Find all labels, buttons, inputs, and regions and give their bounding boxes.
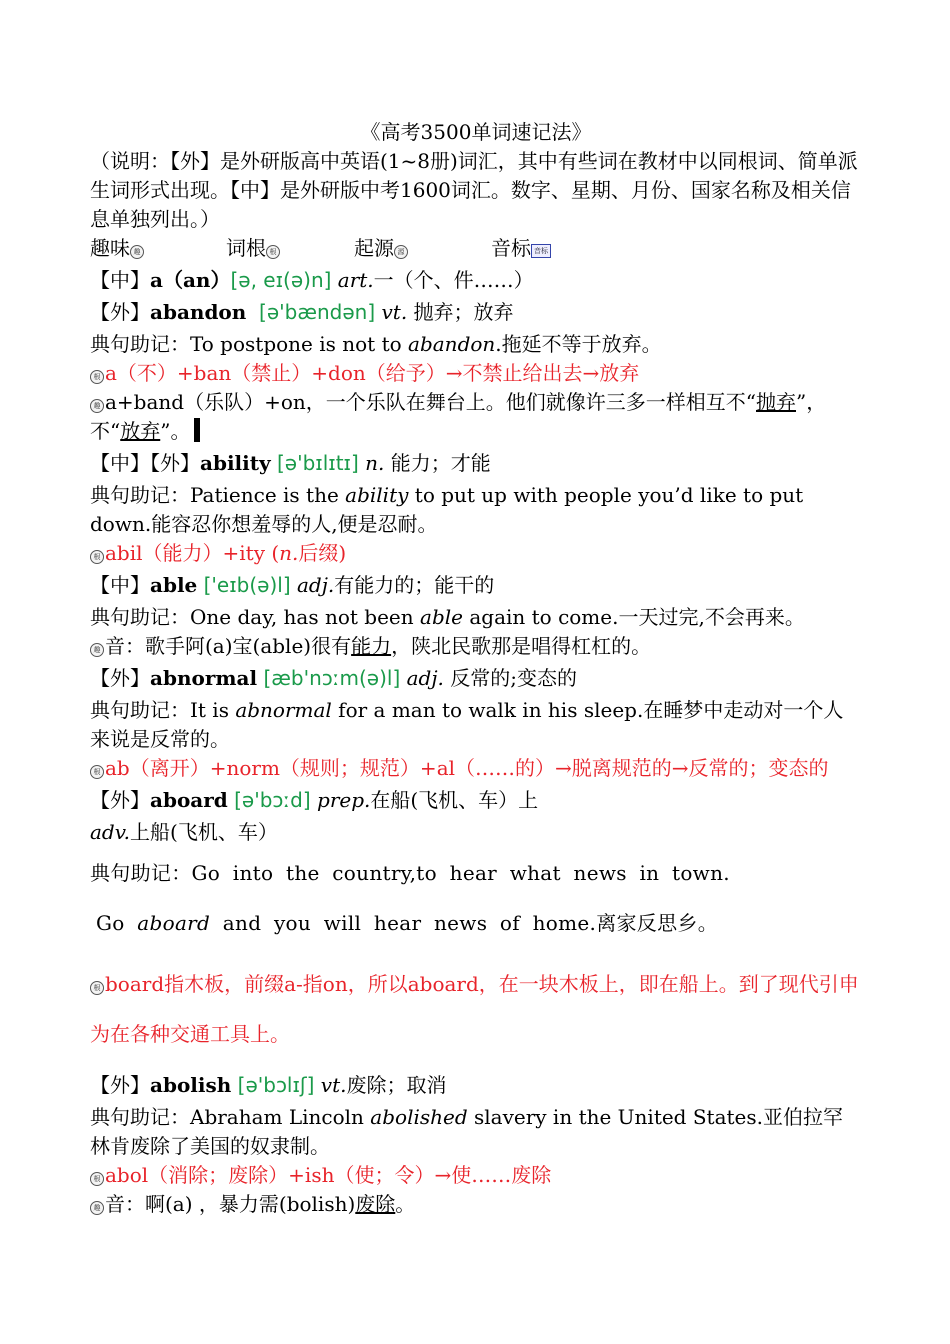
part-of-speech: n. [365,451,385,475]
legend-root: 词根 根 [226,234,354,263]
meaning: 抛弃；放弃 [407,300,514,324]
entry-abandon-example: 典句助记：To postpone is not to abandon.拖延不等于放弃。 [90,332,662,356]
part-of-speech: vt. [381,300,408,324]
phonetic: [ə'bændən] [259,300,376,324]
entry-abandon-fun: 趣 a+band（乐队）+on，一个乐队在舞台上。他们就像许三多一样相互不“抛弃”，不“放弃”。 [90,390,827,443]
icon-legend [90,234,862,263]
entry-abandon-root: 根 a（不）+ban（禁止）+don（给予）→不禁止给出去→放弃 [90,359,862,388]
fun-icon: 趣 [90,1201,104,1215]
headword: abandon [150,300,247,324]
entry-ability-root: 根 abil（能力）+ity (n.后缀) [90,539,862,568]
part-of-speech: prep. [317,788,371,812]
text-cursor [194,418,200,442]
entry-ability-headword: 【中】【外】ability [ə'bɪlɪtɪ] n. 能力；才能 [90,451,491,475]
document-page [90,118,862,1219]
root-icon: 根 [90,1172,104,1186]
entry-aboard-root: 根 board指木板，前缀a-指on，所以aboard，在一块木板上，即在船上。到了现代引申为在各种交通工具上。 [90,972,859,1046]
entry-abnormal-headword: 【外】abnormal [æb'nɔːm(ə)l] adj. 反常的;变态的 [90,666,578,690]
root-icon: 根 [90,550,104,564]
document-title: 《高考3500单词速记法》 [360,120,592,144]
root-icon: 根 [90,370,104,384]
fun-icon: 趣 [90,399,104,413]
phonetic: ['eɪb(ə)l] [203,573,291,597]
phonetic-icon: 音标 [531,244,551,258]
legend-phonetic: 音标 音标 [491,234,551,263]
headword: able [150,573,198,597]
phonetic: [ə'bɪlɪtɪ] [276,451,359,475]
phonetic: [ə'bɔːd] [234,788,311,812]
part-of-speech: adv. [90,820,131,844]
entry-aboard-example-2: Go aboard and you will hear news of home.离家反思乡。 [96,911,719,935]
legend-origin: 起源 源 [354,234,491,263]
root-icon: 根 [90,981,104,995]
entry-abolish-root: 根 abol（消除；废除）+ish（使；令）→使……废除 [90,1161,862,1190]
entry-ability-example: 典句助记：Patience is the ability to put up with people you’d like to put down.能容忍你想羞辱的人,便是忍耐。 [90,483,804,536]
headword: abolish [150,1073,232,1097]
part-of-speech: art. [337,268,374,292]
meaning: 反常的;变态的 [443,666,578,690]
entry-abandon-headword: 【外】abandon [ə'bændən] vt. 抛弃；放弃 [90,300,514,324]
root-icon: 根 [266,245,280,259]
phonetic: [ə'bɔlɪʃ] [237,1073,315,1097]
meaning: 能力；才能 [384,451,491,475]
legend-fun: 趣味 趣 [90,234,226,263]
entry-abolish-example: 典句助记：Abraham Lincoln abolished slavery in the United States.亚伯拉罕林肯废除了美国的奴隶制。 [90,1105,844,1158]
meaning: 一（个、件……） [373,268,534,292]
headword: a（an） [150,268,231,292]
headword: abnormal [150,666,258,690]
part-of-speech: vt. [320,1073,347,1097]
phonetic: [ə, eɪ(ə)n] [230,268,332,292]
meaning: 在船(飞机、车）上 [370,788,539,812]
headword: ability [200,451,271,475]
phonetic: [æb'nɔːm(ə)l] [263,666,401,690]
origin-icon: 源 [394,245,408,259]
part-of-speech: adj. [297,573,335,597]
entry-aboard-example: 典句助记：Go into the country,to hear what news in town. [90,861,730,885]
meaning: 上船(飞机、车） [130,820,278,844]
part-of-speech: adj. [406,666,444,690]
entry-abnormal-root: 根 ab（离开）+norm（规则；规范）+al（……的）→脱离规范的→反常的；变态的 [90,754,862,783]
root-icon: 根 [90,765,104,779]
entry-abolish-headword: 【外】abolish [ə'bɔlɪʃ] vt.废除；取消 [90,1073,447,1097]
entry-abnormal-example: 典句助记：It is abnormal for a man to walk in his sleep.在睡梦中走动对一个人来说是反常的。 [90,698,844,751]
entry-a-headword: 【中】a（an）[ə, eɪ(ə)n] art.一（个、件……） [90,268,534,292]
entry-abolish-fun: 趣 音：啊(a) ，暴力需(bolish)废除。 [90,1190,862,1219]
meaning: 废除；取消 [346,1073,447,1097]
headword: aboard [150,788,228,812]
entry-aboard-adv [90,818,862,847]
meaning: 有能力的；能干的 [334,573,495,597]
intro-note: （说明：【外】是外研版高中英语(1~8册)词汇，其中有些词在教材中以同根词、简单派生词形式出现。【中】是外研版中考1600词汇。数字、星期、月份、国家名称及相关信息单独列出。） [90,149,858,231]
fun-icon: 趣 [130,245,144,259]
entry-able-headword: 【中】able ['eɪb(ə)l] adj.有能力的；能干的 [90,573,495,597]
entry-aboard-headword: 【外】aboard [ə'bɔːd] prep.在船(飞机、车）上 [90,788,539,812]
entry-able-fun: 趣 音：歌手阿(a)宝(able)很有能力，陕北民歌那是唱得杠杠的。 [90,632,862,661]
entry-able-example: 典句助记：One day, has not been able again to come.一天过完,不会再来。 [90,605,805,629]
fun-icon: 趣 [90,643,104,657]
